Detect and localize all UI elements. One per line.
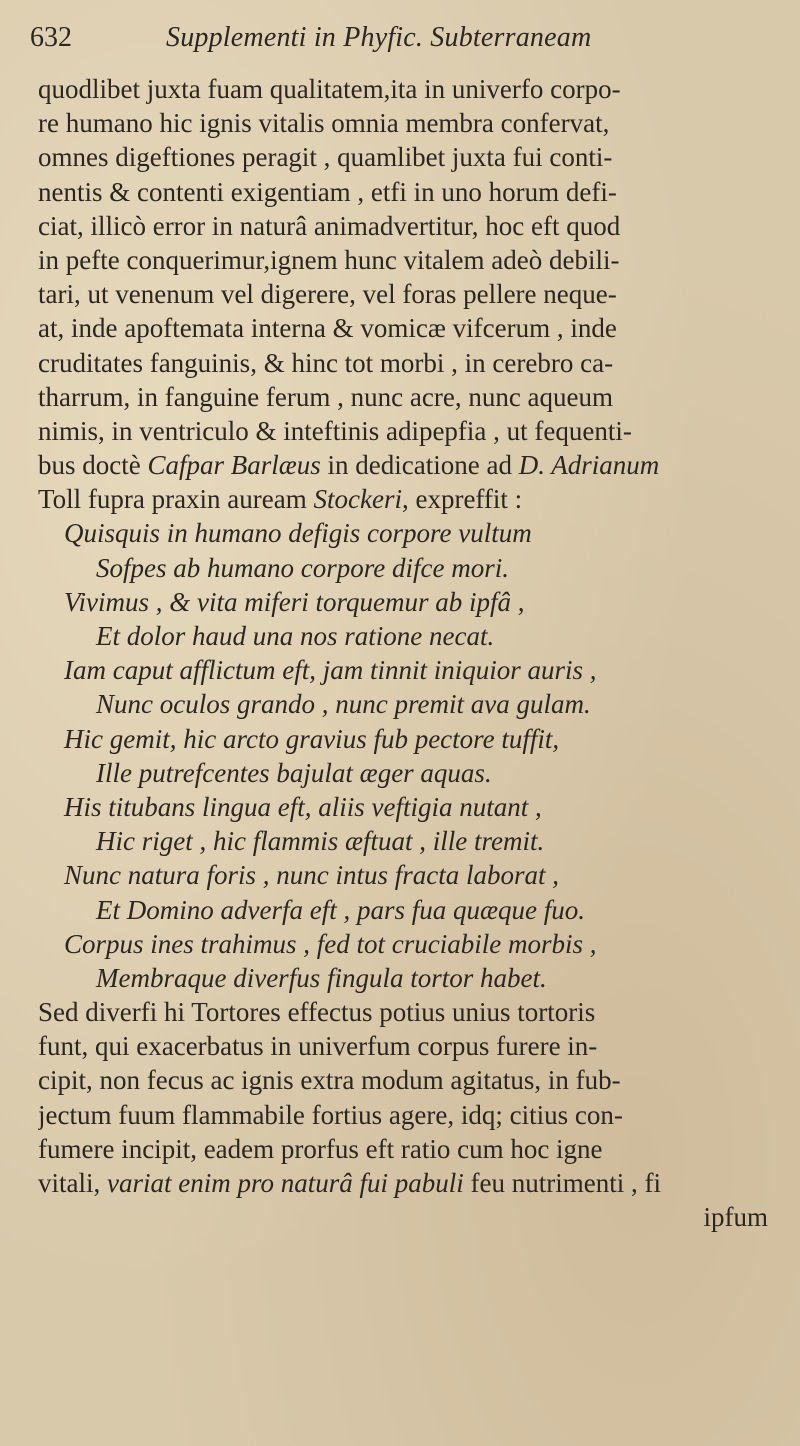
- text-line: fumere incipit, eadem prorfus eft ratio cum hoc igne: [38, 1133, 603, 1164]
- text-line: quodlibet juxta fuam qualitatem,ita in univerfo corpo-: [38, 74, 621, 104]
- page-header: [30, 22, 790, 62]
- text-line: tari, ut venenum vel digerere, vel foras pellere neque-: [38, 279, 617, 310]
- verse-line: Nunc oculos grando , nunc premit ava gulam.: [96, 689, 591, 720]
- text-segment: feu nutrimenti , fi: [463, 1168, 661, 1198]
- text-line: Sed diverfi hi Tortores effectus potius unius tortoris: [38, 997, 596, 1028]
- text-line: nentis & contenti exigentiam , etfi in uno horum defi-: [38, 176, 617, 207]
- text-line: [38, 448, 788, 482]
- text-segment: in dedicatione ad: [320, 450, 519, 481]
- text-line: tharrum, in fanguine ferum , nunc acre, nunc aqueum: [38, 381, 614, 412]
- verse-line: Hic riget , hic flammis æftuat , ille tremit.: [96, 826, 545, 857]
- text-line: cruditates fanguinis, & hinc tot morbi , in cerebro ca-: [38, 347, 614, 378]
- text-segment: bus doctè: [38, 450, 148, 481]
- verse-line: Sofpes ab humano corpore difce mori.: [96, 552, 509, 583]
- text-line: in pefte conquerimur,ignem hunc vitalem adeò debili-: [38, 244, 620, 275]
- catchword: ipfum: [703, 1202, 768, 1233]
- italic-name: D. Adrianum: [518, 450, 660, 481]
- italic-name: variat enim pro naturâ fui pabuli: [107, 1168, 464, 1198]
- text-line: jectum fuum flammabile fortius agere, idq; citius con-: [38, 1099, 623, 1130]
- verse-line: Vivimus , & vita miferi torquemur ab ipfâ ,: [64, 586, 525, 617]
- page-body-text: [38, 72, 788, 1234]
- text-line: [38, 1166, 788, 1200]
- text-line: nimis, in ventriculo & inteftinis adipepfia , ut fequenti-: [38, 415, 632, 446]
- text-segment: Toll fupra praxin auream: [38, 484, 314, 515]
- verse-line: Quisquis in humano defigis corpore vultum: [64, 518, 532, 549]
- text-line: funt, qui exacerbatus in univerfum corpus furere in-: [38, 1031, 598, 1062]
- verse-line: Et dolor haud una nos ratione necat.: [96, 621, 495, 651]
- text-line: ciat, illicò error in naturâ animadvertitur, hoc eft quod: [38, 210, 621, 241]
- page-number: 632: [30, 22, 72, 53]
- text-line: re humano hic ignis vitalis omnia membra confervat,: [38, 108, 610, 139]
- text-line: [38, 482, 788, 516]
- verse-line: Et Domino adverfa eft , pars fua quæque fuo.: [96, 894, 585, 925]
- verse-line: Nunc natura foris , nunc intus fracta laborat ,: [64, 860, 560, 891]
- verse-line: Membraque diverfus fingula tortor habet.: [96, 962, 547, 993]
- verse-line: Hic gemit, hic arcto gravius fub pectore tuffit,: [64, 723, 560, 754]
- text-segment: , expreffit :: [401, 484, 523, 515]
- text-line: omnes digeftiones peragit , quamlibet juxta fui conti-: [38, 142, 613, 173]
- italic-name: Stockeri: [313, 484, 402, 515]
- text-segment: vitali,: [38, 1168, 107, 1198]
- verse-line: Iam caput afflictum eft, jam tinnit iniquior auris ,: [64, 655, 597, 686]
- verse-line: His titubans lingua eft, aliis veftigia nutant ,: [64, 791, 542, 822]
- verse-line: Corpus ines trahimus , fed tot cruciabile morbis ,: [64, 928, 597, 959]
- italic-name: Cafpar Barlæus: [147, 450, 321, 481]
- text-line: cipit, non fecus ac ignis extra modum agitatus, in fub-: [38, 1065, 621, 1096]
- running-head: Supplementi in Phyfic. Subterraneam: [166, 22, 592, 53]
- verse-line: Ille putrefcentes bajulat æger aquas.: [96, 757, 492, 788]
- text-line: at, inde apoftemata interna & vomicæ vifcerum , inde: [38, 313, 617, 344]
